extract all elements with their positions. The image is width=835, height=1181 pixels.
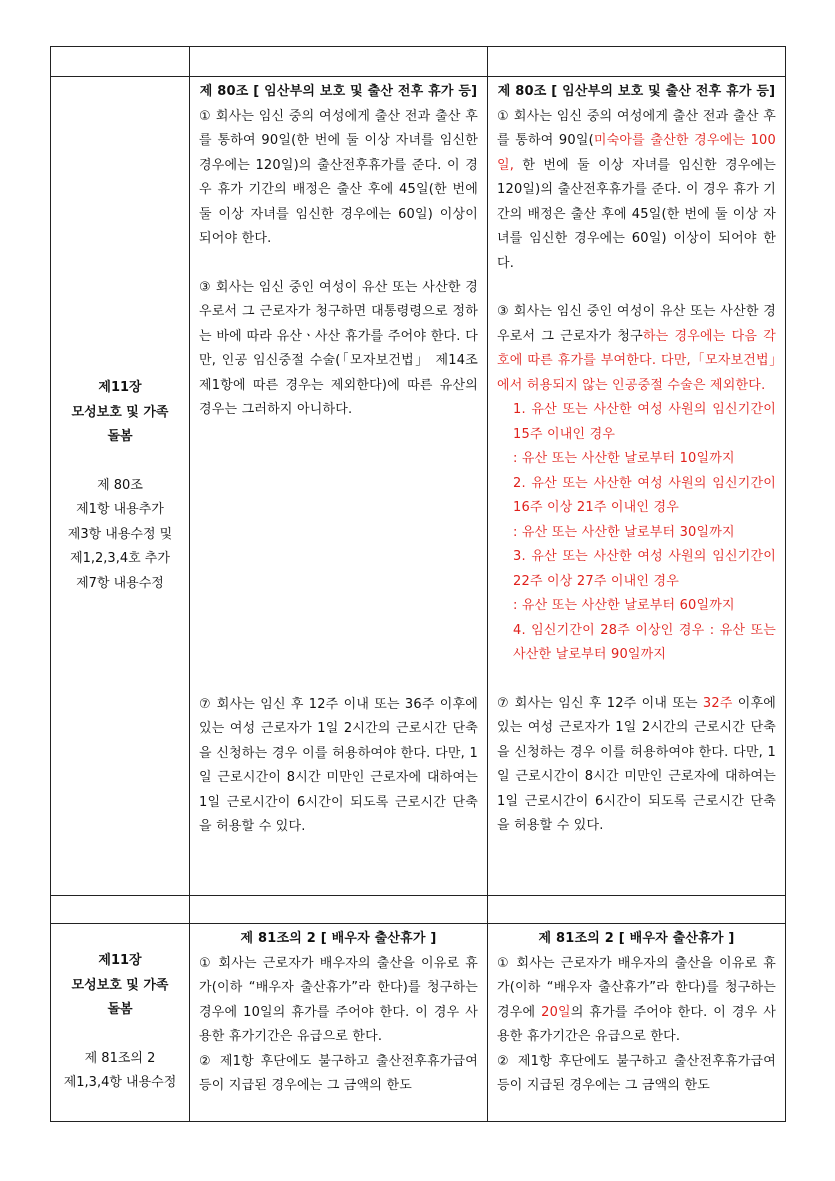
paragraph-7 <box>497 692 776 839</box>
chapter-line: 모성보호 및 가족 <box>71 977 169 993</box>
header-row <box>51 47 786 77</box>
sub-item: 1. 유산 또는 사산한 여성 사원의 임신기간이 15주 이내인 경우 <box>513 402 776 442</box>
text-unchanged: 한 번에 둘 이상 자녀를 임신한 경우에는 120일)의 출산전후휴가를 준다. 이 경우 휴가 기간의 배정은 출산 후에 45일(한 번에 둘 이상 자녀를 임신한 경우에는 60일) 이상이 되어야 한다. <box>497 157 776 271</box>
change-note: 제1항 내용추가 <box>76 502 164 517</box>
article-81-2-after-cell <box>488 924 786 1122</box>
chapter-line: 제11장 <box>98 380 142 395</box>
text-changed: 32주 <box>702 695 733 711</box>
header-cell-after <box>488 47 786 77</box>
spacer-cell <box>488 896 786 924</box>
sub-item: 2. 유산 또는 사산한 여성 사원의 임신기간이 16주 이상 21주 이내인 경우 <box>513 475 776 515</box>
text-unchanged: ⑦ 회사는 임신 후 12주 이내 또는 <box>497 695 703 711</box>
change-note: 제 81조의 2 <box>84 1050 156 1066</box>
spacer-cell <box>190 896 488 924</box>
text-unchanged: ① 회사는 근로자가 배우자의 출산을 이유로 휴가(이하 “배우자 출산휴가”라 한다)를 청구하는 경우에 <box>497 955 776 1020</box>
chapter-line: 제11장 <box>98 953 142 969</box>
sub-items <box>497 398 776 668</box>
spacer-row <box>51 896 786 924</box>
paragraph-1 <box>497 952 776 1050</box>
text-changed: 20일 <box>541 1004 571 1020</box>
text-changed: 하는 경우에는 다음 각 호에 따른 휴가를 부여한다. 다만,「모자보건법」에서 허용되지 않는 인공중절 수술은 제외한다. <box>497 328 776 393</box>
spacer-cell <box>51 896 190 924</box>
article-80-category-cell <box>51 77 190 896</box>
change-note: 제1,2,3,4호 추가 <box>70 551 170 566</box>
text-unchanged: ③ 회사는 임신 중인 여성이 유산 또는 사산한 경우로서 그 근로자가 청구 <box>497 304 776 344</box>
change-note: 제1,3,4항 내용수정 <box>63 1075 177 1091</box>
paragraph-7: ⑦ 회사는 임신 후 12주 이내 또는 36주 이후에 있는 여성 근로자가 1일 2시간의 근로시간 단축을 신청하는 경우 이를 허용하여야 한다. 다만, 1일 근로시간이 8시간 미만인 근로자에 대하여는 1일 근로시간이 6시간이 되도록 근로시간 단축을 허용할 수 있다. <box>199 696 478 834</box>
article-80-before <box>190 77 487 840</box>
sub-item: : 유산 또는 사산한 날로부터 10일까지 <box>513 451 735 466</box>
text-unchanged: 의 휴가를 주어야 한다. 이 경우 사용한 휴가기간은 유급으로 한다. <box>497 1004 776 1044</box>
article-80-after <box>488 77 785 839</box>
paragraph-1 <box>497 105 776 277</box>
change-note: 제7항 내용수정 <box>76 575 164 591</box>
article-80-after-cell <box>488 77 786 896</box>
chapter-line: 돌봄 <box>107 429 133 444</box>
header-cell-before <box>190 47 488 77</box>
article-81-2-before <box>190 924 487 1099</box>
sub-item: : 유산 또는 사산한 날로부터 60일까지 <box>513 598 735 613</box>
sub-item: : 유산 또는 사산한 날로부터 30일까지 <box>513 524 735 540</box>
article-81-2-category <box>51 949 189 1096</box>
text-unchanged: 이후에 있는 여성 근로자가 1일 2시간의 근로시간 단축을 신청하는 경우 이를 허용하여야 한다. 다만, 1일 근로시간이 8시간 미만인 근로자에 대하여는 1일 근로시간이 6시간이 되도록 근로시간 단축을 허용할 수 있다. <box>497 695 777 833</box>
change-note: 제3항 내용수정 및 <box>67 526 173 542</box>
paragraph-3 <box>497 300 776 398</box>
text-changed: 미숙아를 출산한 경우에는 100일, <box>497 133 777 173</box>
article-title: 제 81조의 2 [ 배우자 출산휴가 ] <box>538 931 735 946</box>
header-cell-category <box>51 47 190 77</box>
article-title: 제 80조 [ 임산부의 보호 및 출산 전후 휴가 등] <box>497 84 776 99</box>
chapter-line: 모성보호 및 가족 <box>71 404 169 420</box>
article-81-2-row <box>51 924 786 1122</box>
revision-comparison-table <box>50 46 786 1122</box>
chapter-line: 돌봄 <box>107 1002 133 1018</box>
paragraph-2: ② 제1항 후단에도 불구하고 출산전후휴가급여등이 지급된 경우에는 그 금액의 한도 <box>497 1053 776 1093</box>
sub-item: 4. 임신기간이 28주 이상인 경우 : 유산 또는 사산한 날로부터 90일까지 <box>513 622 776 662</box>
paragraph-1: ① 회사는 근로자가 배우자의 출산을 이유로 휴가(이하 “배우자 출산휴가”라 한다)를 청구하는 경우에 10일의 휴가를 주어야 한다. 이 경우 사용한 휴가기간은 유급으로 한다. <box>199 955 478 1044</box>
article-80-before-cell <box>190 77 488 896</box>
paragraph-3: ③ 회사는 임신 중인 여성이 유산 또는 사산한 경우로서 그 근로자가 청구하면 대통령령으로 정하는 바에 따라 유산ㆍ사산 휴가를 주어야 한다. 다만, 인공 임신중절 수술(「모자보건법」 제14조제1항에 따른 경우는 제외한다)에 따른 유산의 경우는 그러하지 아니하다. <box>199 279 478 417</box>
paragraph-2: ② 제1항 후단에도 불구하고 출산전후휴가급여등이 지급된 경우에는 그 금액의 한도 <box>199 1053 478 1093</box>
article-81-2-category-cell <box>51 924 190 1122</box>
article-title: 제 80조 [ 임산부의 보호 및 출산 전후 휴가 등] <box>199 84 478 99</box>
article-title: 제 81조의 2 [ 배우자 출산휴가 ] <box>240 931 437 946</box>
change-note: 제 80조 <box>97 477 143 493</box>
paragraph-1: ① 회사는 임신 중의 여성에게 출산 전과 출산 후를 통하여 90일(한 번에 둘 이상 자녀를 임신한 경우에는 120일)의 출산전후휴가를 준다. 이 경우 휴가 기간의 배정은 출산 후에 45일(한 번에 둘 이상 자녀를 임신한 경우에는 60일) 이상이 되어야 한다. <box>199 108 478 246</box>
article-80-row <box>51 77 786 896</box>
article-80-category <box>51 376 189 596</box>
article-81-2-after <box>488 924 785 1099</box>
text-unchanged: ① 회사는 임신 중의 여성에게 출산 전과 출산 후를 통하여 90일( <box>497 108 776 148</box>
sub-item: 3. 유산 또는 사산한 여성 사원의 임신기간이 22주 이상 27주 이내인 경우 <box>513 549 776 589</box>
article-81-2-before-cell <box>190 924 488 1122</box>
